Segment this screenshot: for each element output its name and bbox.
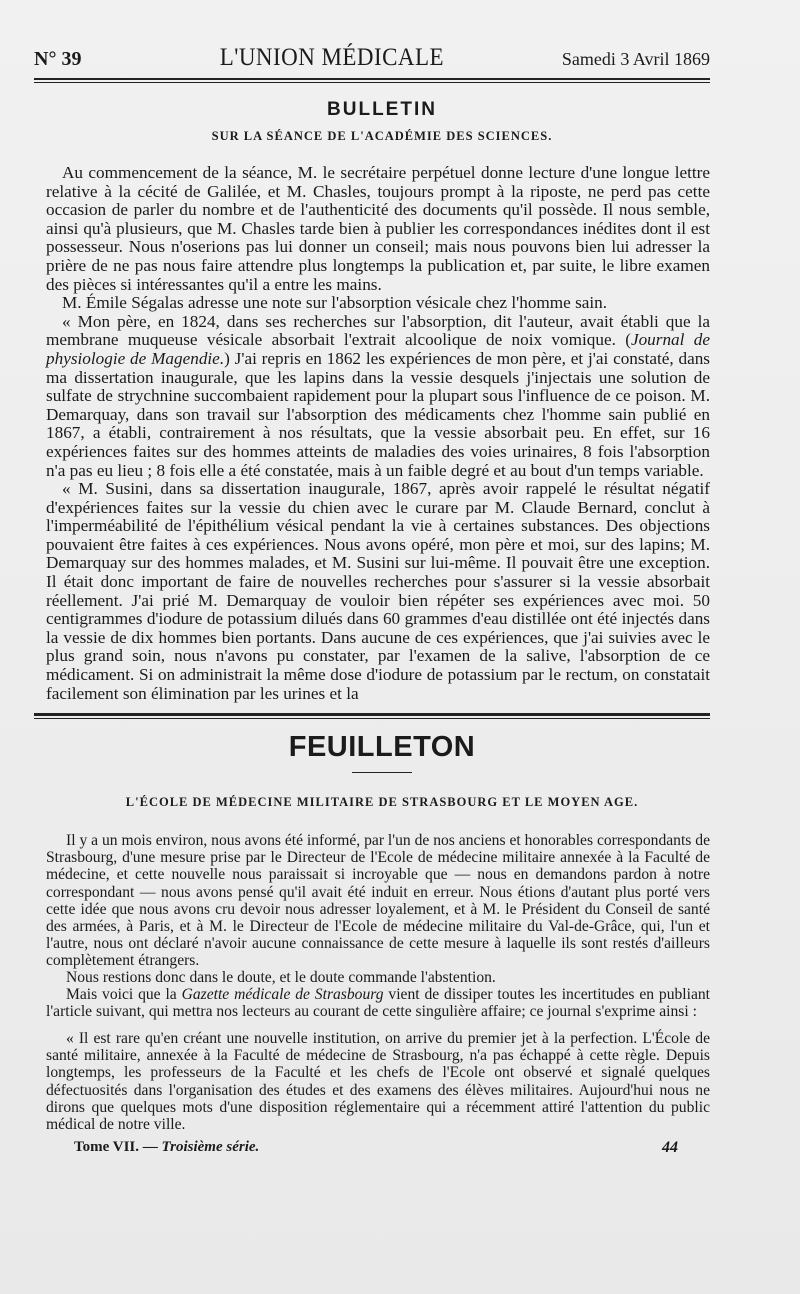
tome-label: Tome VII. — [74, 1138, 162, 1155]
bulletin-body [46, 164, 710, 703]
bulletin-paragraph: « M. Susini, dans sa dissertation inaugurale, 1867, après avoir rappelé le résultat négatif d'expériences faites sur la vessie du chien avec le curare par M. Claude Bernard, conclut à l'imperméabilité de l'épithélium vésical pendant la vie à certaines substances. Des objections pouvaient être faites à ces expériences. Nous avons opéré, mon père et moi, sur des lapins; M. Demarquay sur des hommes malades, et M. Susini sur lui-même. Il pouvait être une exception. Il était donc important de faire de nouvelles recherches pour s'assurer si la vessie absorbait réellement. J'ai prié M. Demarquay de vouloir bien répéter ses expériences avec moi. 50 centigrammes d'iodure de potassium dilués dans 60 grammes d'eau distillée ont été injectés dans la vessie de dix hommes bien portants. Dans aucune de ces expériences, que j'ai suivies avec le plus grand soin, nous n'avons pu constater, par l'examen de la salive, l'absorption de ce médicament. Si on administrait la même dose d'iodure de potassium par le rectum, on constatait facilement son élimination par les urines et la [46, 479, 710, 703]
feuilleton-title-underline [352, 772, 412, 773]
feuilleton-rule [34, 713, 710, 719]
issue-number: N° 39 [34, 48, 82, 70]
bulletin-text: ) J'ai repris en 1862 les expériences de mon père, et j'ai constaté, dans ma dissertation inaugurale, que les lapins dans la vessie desquels j'injectais une solution de sulfate de strychnine succombaient rapidement pour la plupart sous l'influence de ce poison. M. Demarquay, dans son travail sur l'absorption des médicaments chez l'homme sain publié en 1867, a établi, contrairement à nos résultats, que la vessie absorbait peu. En effet, sur 16 expériences faites sur des hommes atteints de maladies des voies urinaires, 8 fois l'absorption n'a pas eu lieu ; 8 fois elle a été constatée, mais à un faible degré et au bout d'un temps variable. [46, 348, 710, 480]
feuilleton-body [46, 832, 710, 1133]
feuilleton-title: FEUILLETON [288, 731, 476, 764]
feuilleton-text: Mais voici que la [66, 986, 182, 1004]
page-footer [34, 1139, 710, 1157]
feuilleton-paragraph: Nous restions donc dans le doute, et le doute commande l'abstention. [66, 968, 496, 986]
volume-info [74, 1139, 259, 1157]
masthead-rule [34, 78, 710, 83]
journal-title: L'UNION MÉDICALE [219, 44, 445, 71]
bulletin-paragraph: Au commencement de la séance, M. le secrétaire perpétuel donne lecture d'une longue lettre relative à la cécité de Galilée, et M. Chasles, toujours prompt à la riposte, ne perd pas cette occasion de parler du nombre et de l'authenticité des documents qu'il possède. Il nous semble, ainsi qu'à plusieurs, que M. Chasles tarde bien à publier les correspondances inédites dont il est possesseur. Nous n'oserions pas lui donner un conseil; mais nous pouvons bien lui adresser la prière de ne pas nous faire attendre plus longtemps la publication et, par suite, le libre examen des pièces si intéressantes qu'il a entre les mains. [46, 163, 710, 294]
bulletin-paragraph [46, 313, 710, 480]
feuilleton-paragraph: « Il est rare qu'en créant une nouvelle institution, on arrive du premier jet à la perfection. L'École de santé militaire, annexée à la Faculté de médecine de Strasbourg, n'a pas échappé à cette règle. Depuis longtemps, les professeurs de la Faculté et les chefs de l'Ecole ont observé et signalé quelques défectuosités dans l'organisation des études et des examens des élèves militaires. Aujourd'hui nous ne dirons que quelques mots d'une disposition réglementaire qui a récemment attiré l'attention du public médical de notre ville. [46, 1030, 710, 1133]
bulletin-subtitle: SUR LA SÉANCE DE L'ACADÉMIE DES SCIENCES. [211, 129, 553, 143]
feuilleton-paragraph [46, 986, 710, 1020]
page-number: 44 [662, 1138, 678, 1156]
bulletin-title: BULLETIN [327, 99, 437, 120]
feuilleton-subtitle: L'ÉCOLE DE MÉDECINE MILITAIRE DE STRASBOURG ET LE MOYEN AGE. [125, 795, 639, 810]
paragraph-gap [46, 1020, 710, 1030]
bulletin-text: « Mon père, en 1824, dans ses recherches sur l'absorption, dit l'auteur, avait établi que la membrane muqueuse vésicale absorbait l'extrait alcoolique de noix vomique. ( [46, 311, 710, 350]
journal-citation: Journal de physiologie de Magendie. [46, 330, 710, 368]
series-label: Troisième série. [161, 1138, 260, 1155]
gazette-citation: Gazette médicale de Strasbourg [181, 986, 384, 1004]
feuilleton-text: vient de dissiper toutes les incertitudes en publiant l'article suivant, qui mettra nos lecteurs au courant de cette singulière affaire; ce journal s'exprime ainsi : [46, 986, 710, 1021]
bulletin-paragraph: M. Émile Ségalas adresse une note sur l'absorption vésicale chez l'homme sain. [62, 293, 608, 313]
issue-date: Samedi 3 Avril 1869 [561, 49, 710, 69]
masthead [34, 44, 710, 76]
feuilleton-paragraph: Il y a un mois environ, nous avons été informé, par l'un de nos anciens et honorables correspondants de Strasbourg, d'une mesure prise par le Directeur de l'Ecole de médecine militaire annexée à la Faculté de médecine, et cette nouvelle nous paraissait si incroyable que — nous en demandons pardon à notre correspondant — nous avons pensé qu'il avait été induit en erreur. Nous étions d'autant plus porté vers cette idée que nous avons cru devoir nous adresser loyalement, et à M. le Président du Conseil de santé des armées, à Paris, et à M. le Directeur de l'Ecole de médecine militaire du Val-de-Grâce, qui, l'un et l'autre, nous ont déclaré n'avoir aucune connaissance de cette mesure à laquelle ils sont restés d'ailleurs complètement étrangers. [46, 832, 710, 969]
